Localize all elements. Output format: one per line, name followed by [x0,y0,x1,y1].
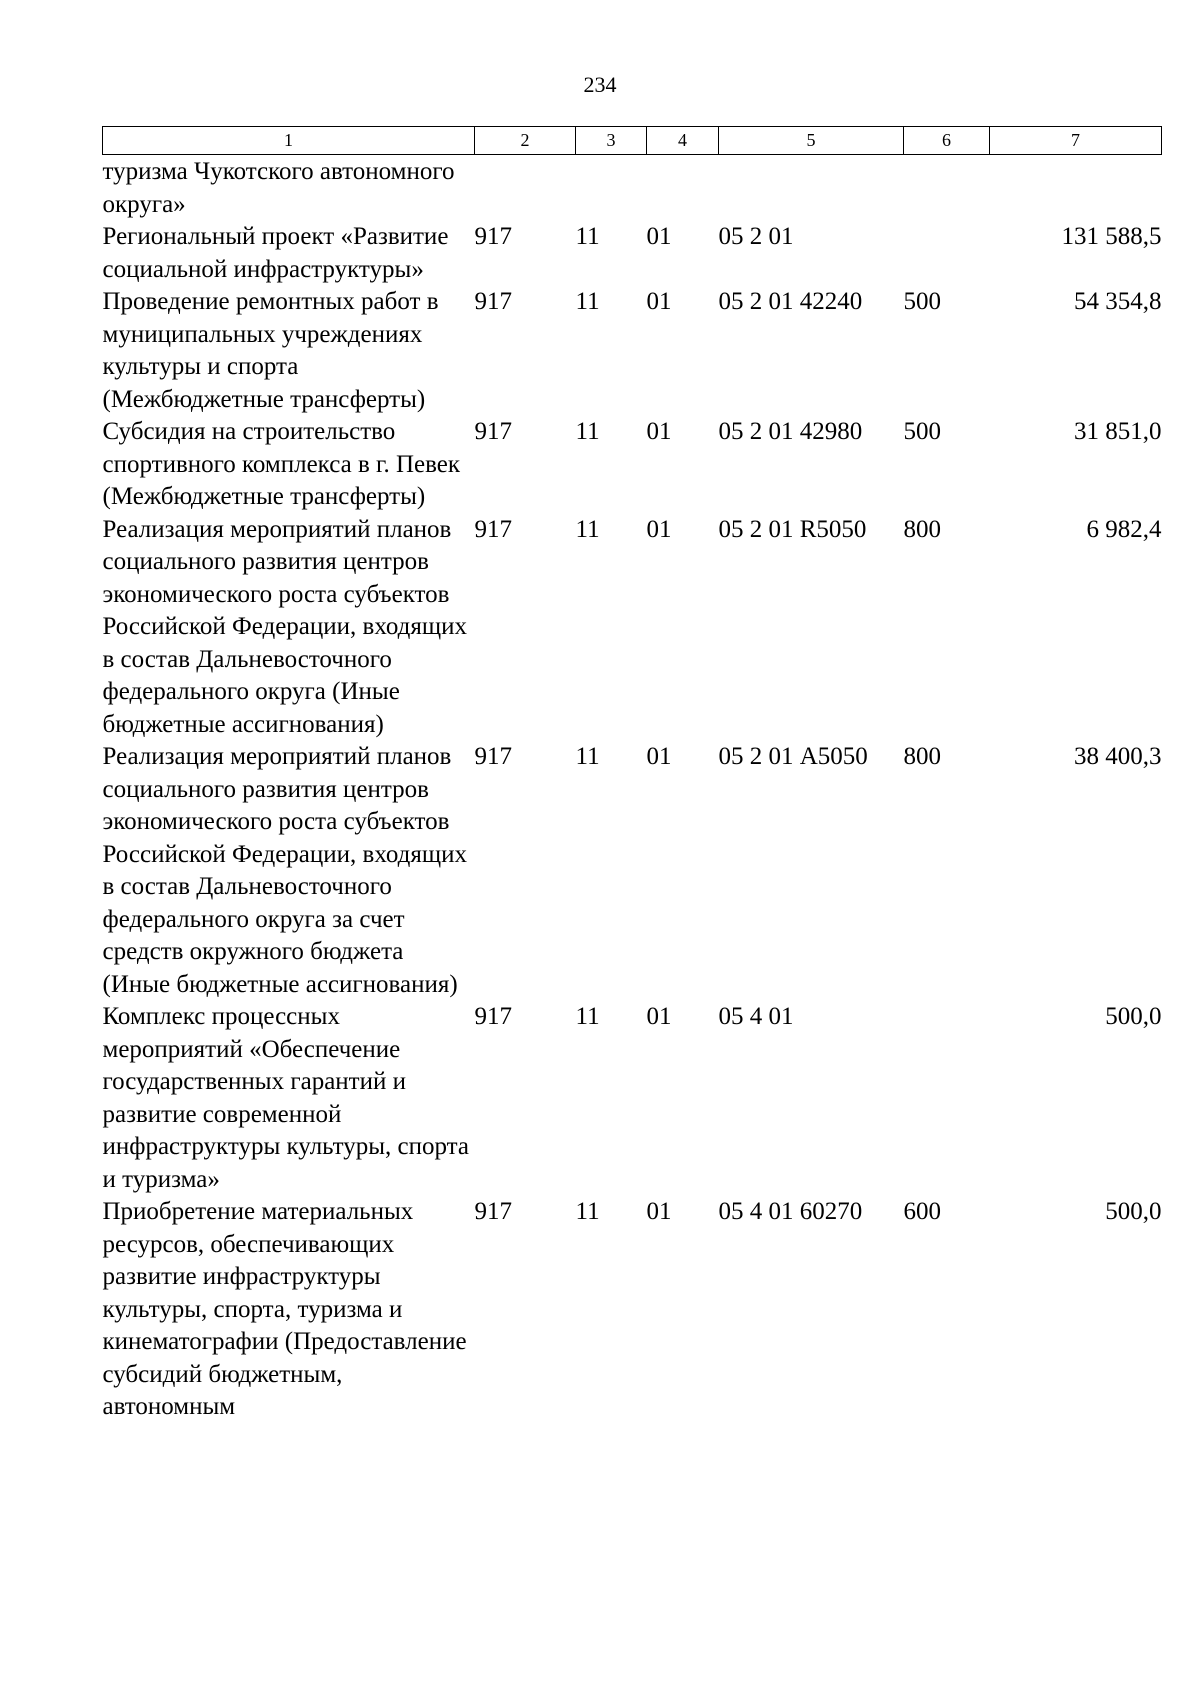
row-target: 05 2 01 R5050 [718,515,867,543]
row-amount: 31 851,0 [1074,418,1162,445]
table-row [103,221,1162,286]
column-header-5: 5 [719,127,904,155]
column-header-4: 4 [647,127,719,155]
row-subsection: 01 [646,418,672,445]
table-row [103,416,1162,514]
row-ministry: 917 [474,743,512,770]
column-header-6: 6 [904,127,990,155]
table-row [103,741,1162,1001]
row-name: Комплекс процессных мероприятий «Обеспечение государственных гарантий и развитие современной инфраструктуры культуры, спорта и туризма» [102,1003,469,1193]
row-amount: 38 400,3 [1074,743,1162,770]
row-name: Реализация мероприятий планов социального развития центров экономического роста субъектов Российской Федерации, входящих в состав Дальневосточного федерального округа за счет средств окружного бюджета (Иные бюджетные ассигнования) [102,743,468,998]
row-name: Проведение ремонтных работ в муниципальных учреждениях культуры и спорта (Межбюджетные трансферты) [102,288,439,413]
row-subsection [647,155,719,222]
row-ministry [475,155,576,222]
row-amount: 131 588,5 [1061,223,1162,250]
table-row [103,155,1162,222]
row-section: 11 [575,288,600,315]
row-name: Приобретение материальных ресурсов, обеспечивающих развитие инфраструктуры культуры, спорта, туризма и кинематографии (Предоставление субсидий бюджетным, автономным [102,1198,467,1420]
row-section: 11 [575,223,600,250]
row-expense-type [904,1001,990,1196]
row-expense-type [904,155,990,222]
row-ministry: 917 [474,1003,512,1030]
row-ministry: 917 [474,288,512,315]
row-expense-type: 800 [903,515,941,543]
row-target: 05 4 01 60270 [718,1198,863,1225]
row-name: туризма Чукотского автономного округа» [102,158,455,218]
row-section: 11 [575,1003,600,1030]
row-target [719,155,904,222]
row-section: 11 [575,515,600,543]
row-ministry: 917 [474,515,512,543]
row-expense-type: 500 [903,288,941,315]
row-amount: 54 354,8 [1074,288,1162,315]
row-target: 05 2 01 А5050 [718,743,868,770]
row-amount: 6 982,4 [1086,515,1162,543]
column-header-2: 2 [475,127,576,155]
row-expense-type: 600 [903,1198,941,1225]
table-row [103,286,1162,416]
column-header-3: 3 [576,127,647,155]
row-expense-type: 500 [903,418,941,445]
row-target: 05 2 01 [718,223,794,250]
row-subsection: 01 [646,515,672,543]
row-subsection: 01 [646,1198,672,1225]
row-ministry: 917 [474,418,512,445]
row-amount: 500,0 [1105,1198,1162,1225]
row-target: 05 2 01 42980 [718,418,863,445]
row-subsection: 01 [646,1003,672,1030]
header-row [103,127,1162,155]
row-expense-type [904,221,990,286]
row-ministry: 917 [474,1198,512,1225]
row-amount [990,155,1162,222]
table-row [103,1001,1162,1196]
row-section: 11 [575,418,600,445]
row-subsection: 01 [646,223,672,250]
row-expense-type: 800 [903,743,941,770]
row-name: Субсидия на строительство спортивного комплекса в г. Певек (Межбюджетные трансферты) [102,418,460,510]
column-header-7: 7 [990,127,1162,155]
column-header-1: 1 [103,127,475,155]
row-subsection: 01 [646,288,672,315]
table-row [103,514,1162,742]
row-ministry: 917 [474,223,512,250]
page-number: 234 [583,72,617,97]
row-name: Региональный проект «Развитие социальной инфраструктуры» [102,223,449,283]
row-target: 05 2 01 42240 [718,288,863,315]
row-amount: 500,0 [1105,1003,1162,1030]
row-target: 05 4 01 [718,1003,794,1030]
budget-table [102,126,1162,1424]
row-subsection: 01 [646,743,672,770]
table-row [103,1196,1162,1424]
row-section: 11 [575,743,600,770]
row-section: 11 [575,1198,600,1225]
row-name: Реализация мероприятий планов социального развития центров экономического роста субъектов Российской Федерации, входящих в состав Дальневосточного федерального округа (Иные бюджетные ассигнования) [102,515,468,738]
row-section [576,155,647,222]
